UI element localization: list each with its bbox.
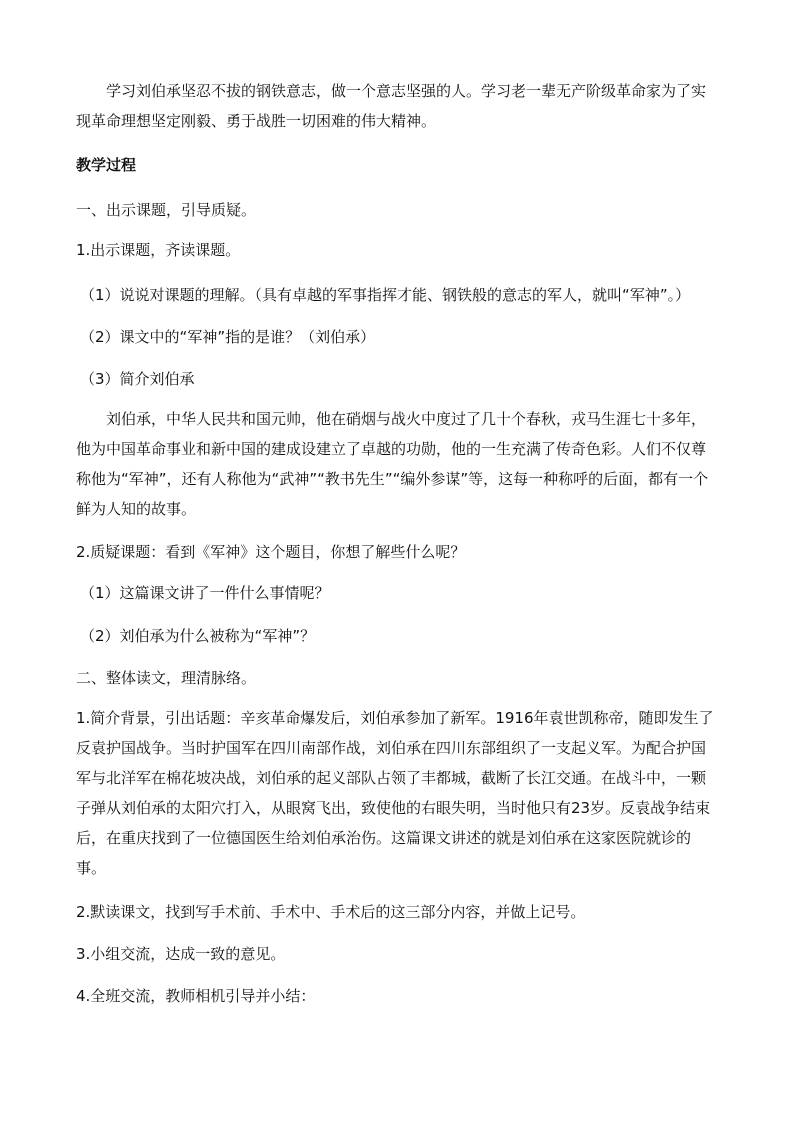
section1-item1-sub-b: （2）课文中的“军神”指的是谁？（刘伯承） bbox=[80, 328, 376, 346]
teaching-process-heading: 教学过程 bbox=[76, 156, 137, 174]
intro-paragraph: 学习刘伯承坚忍不拔的钢铁意志，做一个意志坚强的人。学习老一辈无产阶级革命家为了实现革命理想坚定刚毅、勇于战胜一切困难的伟大精神。 bbox=[76, 82, 707, 130]
liu-bocheng-bio: 刘伯承，中华人民共和国元帅，他在硝烟与战火中度过了几十个春秋，戎马生涯七十多年，他为中国革命事业和新中国的建成设建立了卓越的功勋，他的一生充满了传奇色彩。人们不仅尊称他为“军神”，还有人称他为“武神”“教书先生”“编外参谋”等，这每一种称呼的后面，都有一个鲜为人知的故事。 bbox=[76, 410, 709, 518]
section1-title: 一、出示课题，引导质疑。 bbox=[76, 201, 257, 219]
section1-item1-sub-c: （3）简介刘伯承 bbox=[80, 370, 195, 388]
section1-item1-sub-a: （1）说说对课题的理解。（具有卓越的军事指挥才能、钢铁般的意志的军人，就叫“军神”。） bbox=[80, 286, 691, 304]
section2-item1-background: 1.简介背景，引出话题：辛亥革命爆发后，刘伯承参加了新军。1916年袁世凯称帝，随即发生了反袁护国战争。当时护国军在四川南部作战，刘伯承在四川东部组织了一支起义军。为配合护国军与北洋军在棉花坡决战，刘伯承的起义部队占领了丰都城，截断了长江交通。在战斗中，一颗子弹从刘伯承的太阳穴打入，从眼窝飞出，致使他的右眼失明，当时他只有23岁。反袁战争结束后，在重庆找到了一位德国医生给刘伯承治伤。这篇课文讲述的就是刘伯承在这家医院就诊的事。 bbox=[76, 709, 714, 877]
section1-item1: 1.出示课题，齐读课题。 bbox=[76, 241, 241, 259]
section2-item3: 3.小组交流，达成一致的意见。 bbox=[76, 945, 286, 963]
section1-item2-sub-a: （1）这篇课文讲了一件什么事情呢？ bbox=[80, 584, 330, 602]
section2-item4: 4.全班交流，教师相机引导并小结： bbox=[76, 987, 316, 1005]
section1-item2-sub-b: （2）刘伯承为什么被称为“军神”？ bbox=[80, 627, 316, 645]
section2-title: 二、整体读文，理清脉络。 bbox=[76, 669, 257, 687]
section1-item2: 2.质疑课题：看到《军神》这个题目，你想了解些什么呢？ bbox=[76, 543, 466, 561]
section2-item2: 2.默读课文，找到写手术前、手术中、手术后的这三部分内容，并做上记号。 bbox=[76, 903, 586, 921]
